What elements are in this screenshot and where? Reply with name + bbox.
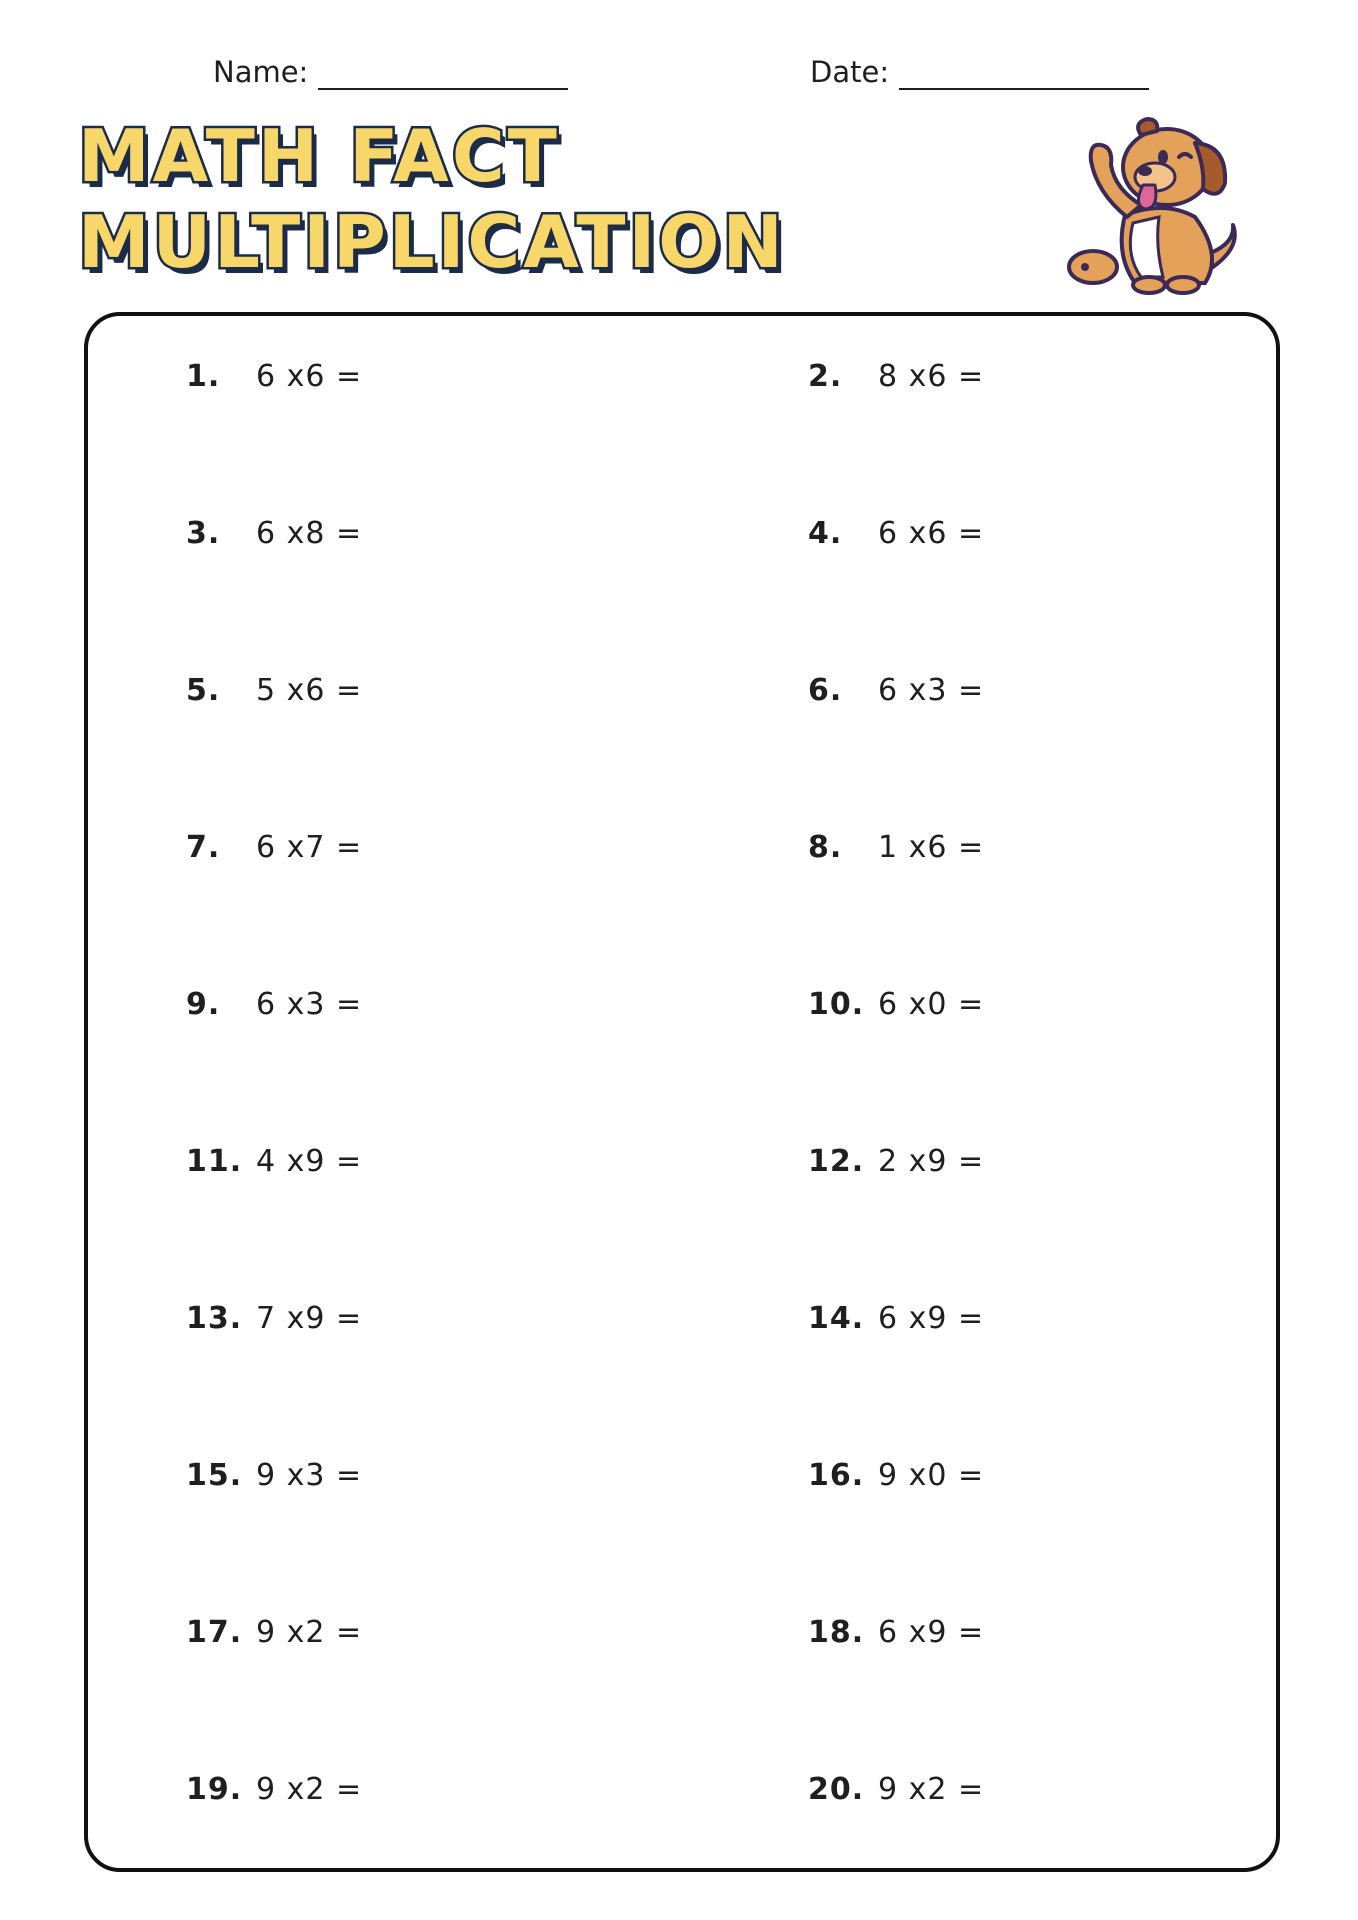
problem-number: 5. [186,672,221,708]
name-label: Name: [213,55,309,89]
problem-number: 18. [808,1614,865,1650]
problem-item [808,1455,984,1495]
problem-expression: 8 x6 = [878,358,985,394]
problem-number: 15. [186,1457,243,1493]
name-field [213,50,568,90]
problem-item [186,1612,362,1652]
problem-item [808,1141,984,1181]
problem-expression: 6 x7 = [256,829,363,865]
problem-number: 10. [808,986,865,1022]
problem-expression: 7 x9 = [256,1300,363,1336]
problem-item [808,356,984,396]
problem-expression: 6 x3 = [256,986,363,1022]
problem-item [808,513,984,553]
problem-expression: 9 x2 = [256,1614,363,1650]
problem-expression: 9 x2 = [878,1771,985,1807]
problem-number: 20. [808,1771,865,1807]
problem-number: 11. [186,1143,243,1179]
date-field [810,50,1149,90]
problem-item [808,1298,984,1338]
problem-expression: 6 x6 = [878,515,985,551]
problem-expression: 6 x9 = [878,1300,985,1336]
problem-number: 1. [186,358,221,394]
problem-number: 13. [186,1300,243,1336]
problem-expression: 2 x9 = [878,1143,985,1179]
problem-item [808,1612,984,1652]
problem-expression: 6 x9 = [878,1614,985,1650]
problem-item [186,1455,362,1495]
problem-item [186,356,362,396]
worksheet-title [78,116,798,296]
problem-number: 8. [808,829,843,865]
problem-item [808,1769,984,1809]
problem-item [808,670,984,710]
problem-item [186,513,362,553]
name-blank[interactable] [318,54,568,90]
problem-item [186,984,362,1024]
problem-item [186,827,362,867]
problem-expression: 6 x8 = [256,515,363,551]
problem-number: 12. [808,1143,865,1179]
problem-item [808,827,984,867]
date-blank[interactable] [899,54,1149,90]
problem-expression: 1 x6 = [878,829,985,865]
problem-expression: 9 x3 = [256,1457,363,1493]
problem-number: 19. [186,1771,243,1807]
problem-expression: 5 x6 = [256,672,363,708]
title-line-1: MATH FACT [78,114,560,198]
problem-number: 16. [808,1457,865,1493]
problem-expression: 6 x6 = [256,358,363,394]
problem-item [186,1769,362,1809]
problem-number: 2. [808,358,843,394]
problem-expression: 9 x2 = [256,1771,363,1807]
problem-item [186,1141,362,1181]
problem-item [186,670,362,710]
date-label: Date: [810,55,890,89]
title-line-2: MULTIPLICATION [78,200,786,284]
problem-expression: 9 x0 = [878,1457,985,1493]
problem-expression: 6 x0 = [878,986,985,1022]
problem-number: 17. [186,1614,243,1650]
problem-expression: 4 x9 = [256,1143,363,1179]
problem-item [808,984,984,1024]
problem-number: 14. [808,1300,865,1336]
problem-item [186,1298,362,1338]
problem-number: 7. [186,829,221,865]
problem-number: 9. [186,986,221,1022]
problem-number: 6. [808,672,843,708]
problem-number: 4. [808,515,843,551]
puppy-icon [1055,105,1245,295]
problem-number: 3. [186,515,221,551]
problem-expression: 6 x3 = [878,672,985,708]
